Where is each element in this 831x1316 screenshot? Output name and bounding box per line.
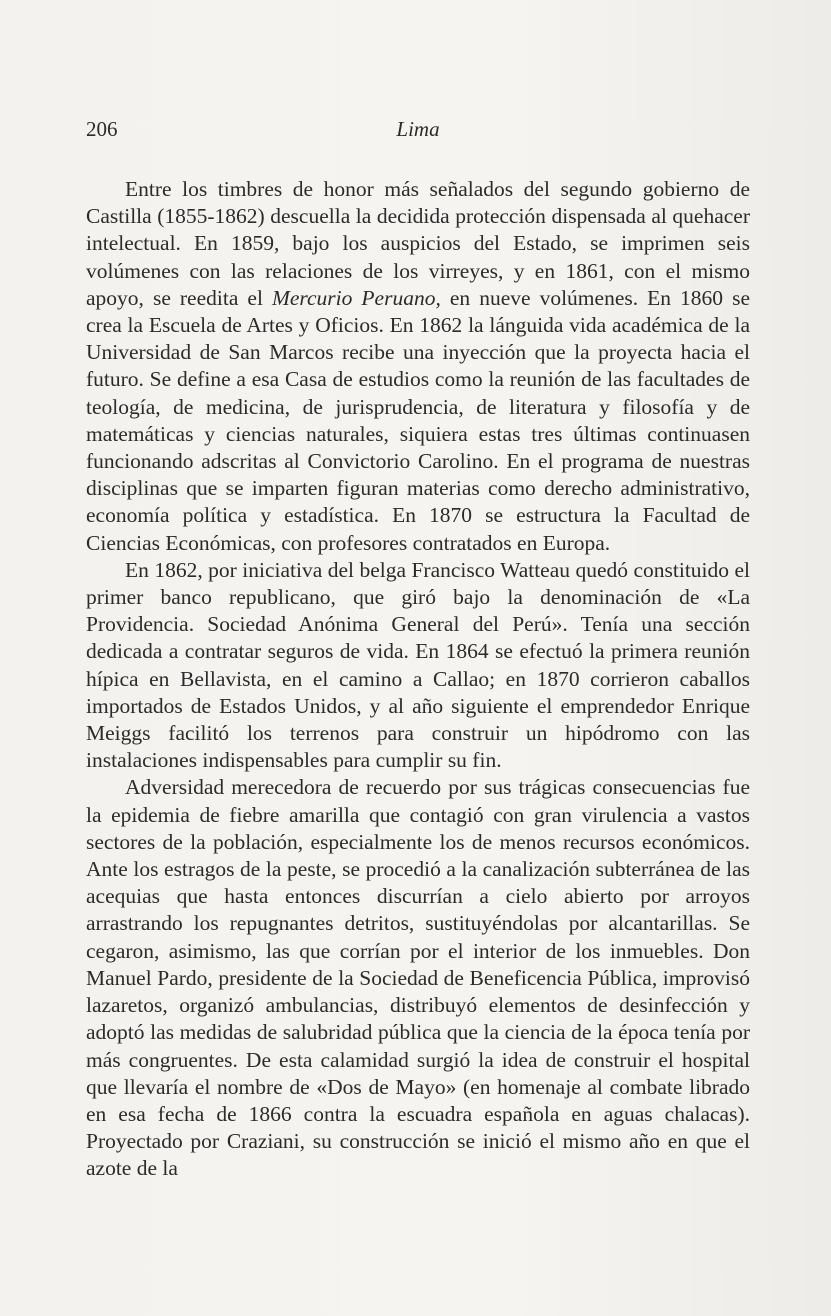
italic-title: Mercurio Peruano, bbox=[271, 285, 441, 310]
running-title: Lima bbox=[396, 117, 440, 141]
paragraph-text: en nueve volúmenes. En 1860 se crea la Escuela de Artes y Oficios. En 1862 la lánguida vida académica de la Universidad de San Marcos recibe una inyección que la proyecta hacia el futuro. Se define a esa Casa de estudios como la reunión de las facultades de teología, de medicina, de jurisprudencia, de literatura y filosofía y de matemáticas y ciencias naturales, siquiera estas tres últimas continuasen funcionando adscritas al Convictorio Carolino. En el programa de nuestras disciplinas que se imparten figuran materias como derecho administrativo, economía política y estadística. En 1870 se estructura la Facultad de Ciencias Económicas, con profesores contratados en Europa. bbox=[86, 285, 751, 555]
paragraph: Adversidad merecedora de recuerdo por sus trágicas consecuencias fue la epidemia de fiebre amarilla que contagió con gran virulencia a vastos sectores de la población, especialmente los de menos recursos económicos. Ante los estragos de la peste, se procedió a la canalización subterránea de las acequias que hasta entonces discurrían a cielo abierto por arroyos arrastrando los repugnantes detritos, sustituyéndolas por alcantarillas. Se cegaron, asimismo, las que corrían por el interior de los inmuebles. Don Manuel Pardo, presidente de la Sociedad de Beneficencia Pública, improvisó lazaretos, organizó ambulancias, distribuyó elementos de desinfección y adoptó las medidas de salubridad pública que la ciencia de la época tenía por más congruentes. De esta calamidad surgió la idea de construir el hospital que llevaría el nombre de «Dos de Mayo» (en homenaje al combate librado en esa fecha de 1866 contra la escuadra española en aguas chalacas). Proyectado por Craziani, su construcción se inició el mismo año en que el azote de la bbox=[86, 775, 750, 1181]
paragraph-text: Entre los timbres de honor más señalados del segundo gobierno de Castilla (1855-1862) descuella la decidida protección dispensada al quehacer intelectual. En 1859, bajo los auspicios del Estado, se imprimen seis volúmenes con las relaciones de los virreyes, y en 1861, con el mismo apoyo, se reedita el bbox=[86, 177, 750, 310]
paragraph bbox=[86, 176, 750, 557]
page-number: 206 bbox=[86, 117, 118, 141]
page-header bbox=[86, 117, 750, 147]
paragraph: En 1862, por iniciativa del belga Francisco Watteau quedó constituido el primer banco republicano, que giró bajo la denominación de «La Providencia. Sociedad Anónima General del Perú». Tenía una sección dedicada a contratar seguros de vida. En 1864 se efectuó la primera reunión hípica en Bellavista, en el camino a Callao; en 1870 corrieron caballos importados de Estados Unidos, y al año siguiente el emprendedor Enrique Meiggs facilitó los terrenos para construir un hipódromo con las instalaciones indispensables para cumplir su fin. bbox=[86, 557, 750, 773]
body-text bbox=[86, 176, 750, 1183]
